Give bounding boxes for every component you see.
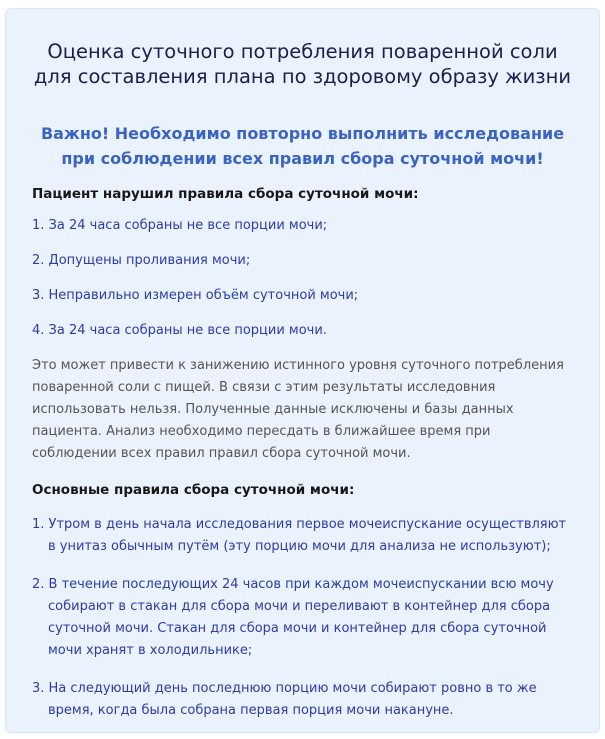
list-item: 1. За 24 часа собраны не все порции мочи; [32, 218, 328, 233]
explanation-text: Это может привести к занижению истинного уровня суточного потребления поваренной соли с пищей. В связи с этим результаты исследовния использовать нельзя. Полученные данные исключены и базы данных пациента. Анализ необходимо пересдать в ближайшее время при соблюдении всех правил правил сбора суточной мочи. [32, 358, 564, 461]
list-item: 1. Утром в день начала исследования первое мочеиспускание осуществляют в унитаз обычным путём (эту порцию мочи для анализа не используют); [32, 517, 567, 554]
info-card [5, 8, 600, 733]
list-item: 3. Неправильно измерен объём суточной мочи; [32, 288, 359, 303]
rules-heading: Основные правила сбора суточной мочи: [32, 482, 355, 498]
rules-list [32, 514, 573, 722]
list-item: 3. На следующий день последнюю порцию мочи собирают ровно в то же время, когда была собрана первая порция мочи накануне. [32, 681, 537, 718]
violations-heading: Пациент нарушил правила сбора суточной мочи: [32, 186, 419, 202]
page-title: Оценка суточного потребления поваренной соли для составления плана по здоровому образу жизни [33, 40, 572, 88]
violations-list [32, 216, 573, 341]
list-item: 2. В течение последующих 24 часов при каждом мочеиспускании всю мочу собирают в стакан для сбора мочи и переливают в контейнер для сбора суточной мочи. Стакан для сбора мочи и контейнер для сбора суточной мочи хранят в холодильнике; [32, 577, 554, 658]
warning-message: Важно! Необходимо повторно выполнить исследование при соблюдении всех правил сбора суточной мочи! [40, 124, 565, 168]
list-item: 4. За 24 часа собраны не все порции мочи. [32, 323, 327, 338]
list-item: 2. Допущены проливания мочи; [32, 253, 251, 268]
